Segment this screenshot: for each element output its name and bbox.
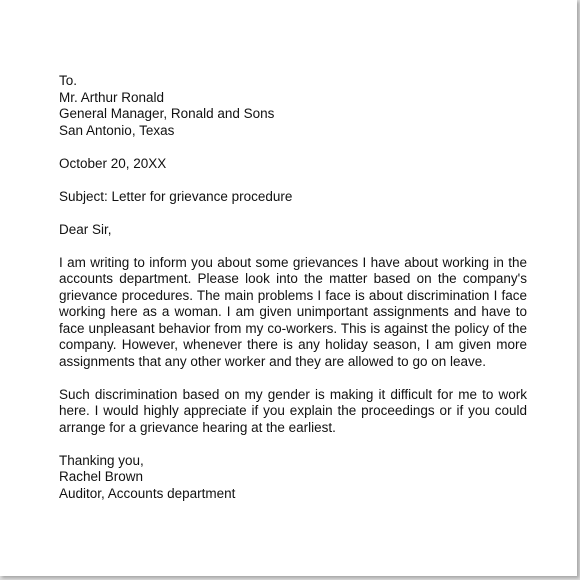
letter-content [59,73,527,502]
recipient-name: Mr. Arthur Ronald [59,89,165,105]
letter-subject: Subject: Letter for grievance procedure [59,188,293,204]
recipient-to: To. [59,73,78,88]
letter-closing: Thanking you, [59,452,144,468]
recipient-location: San Antonio, Texas [59,122,175,138]
recipient-title: General Manager, Ronald and Sons [59,106,275,121]
body-paragraph-1: I am writing to inform you about some grievances I have about working in the accounts department. Please look into the matter based on the company's grievance procedures. The main problems I face is about discrimination I face working here as a woman. I am given unimportant assignments and have to face unpleasant behavior from my co-workers. This is against the policy of the company. However, whenever there is any holiday season, I am given more assignments that any other worker and they are allowed to go on leave. [59,254,527,369]
sender-title: Auditor, Accounts department [59,485,236,501]
letter-date: October 20, 20XX [59,155,167,171]
sender-name: Rachel Brown [59,469,144,484]
body-paragraph-2: Such discrimination based on my gender is making it difficult for me to work here. I would highly appreciate if you explain the proceedings or if you could arrange for a grievance hearing at the earliest. [59,386,527,435]
letter-salutation: Dear Sir, [59,221,112,237]
